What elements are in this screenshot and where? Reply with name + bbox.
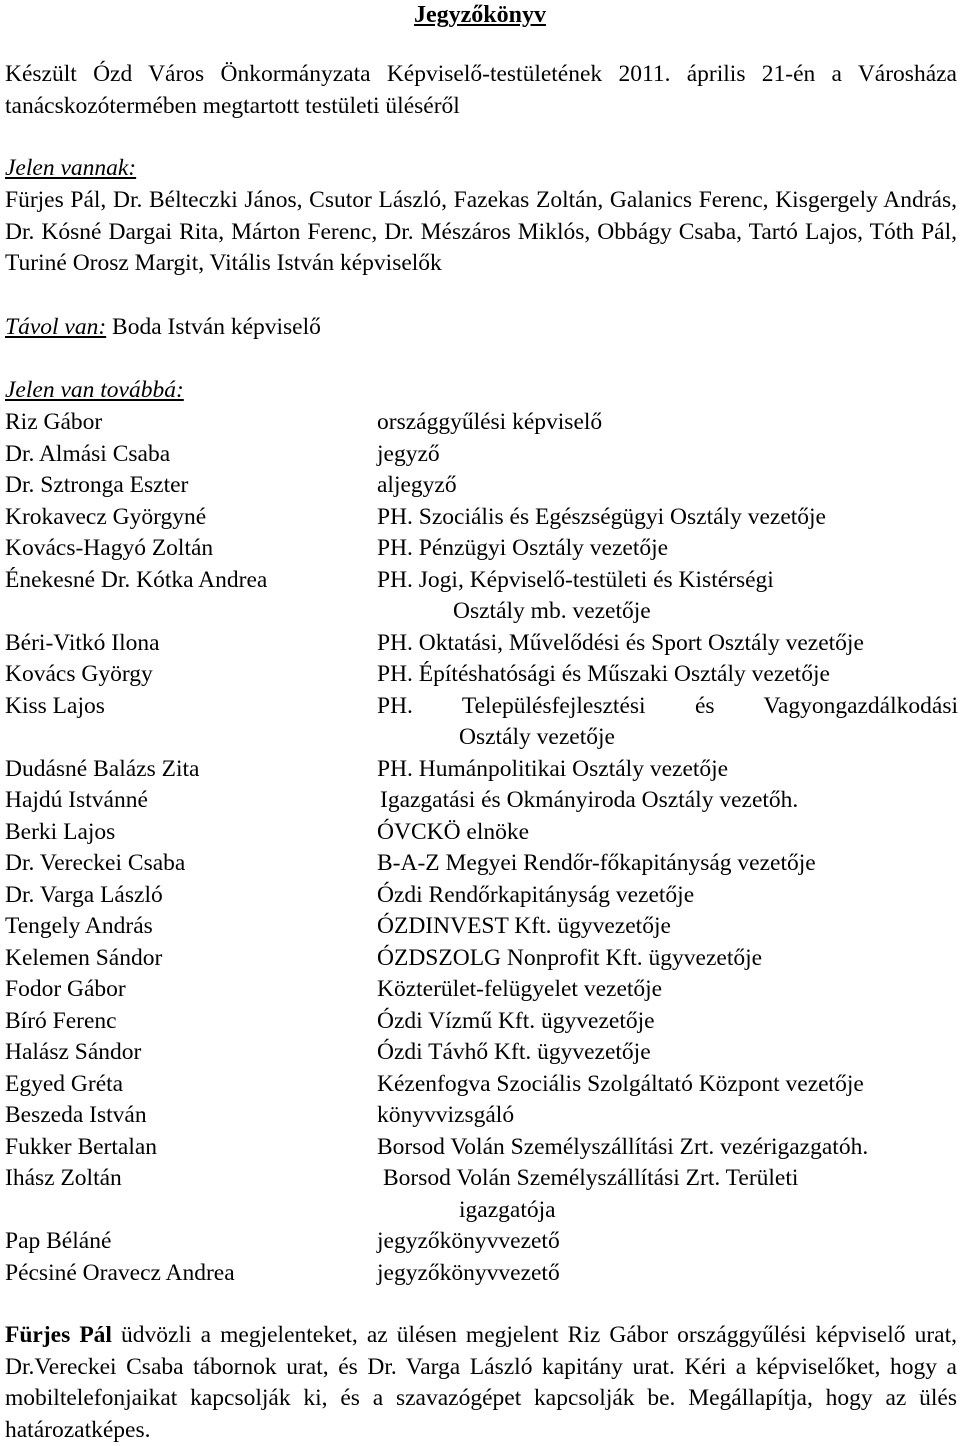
closing-paragraph (5, 1320, 957, 1446)
attendee-row (5, 848, 960, 880)
attendee-row-continuation (5, 1195, 960, 1227)
attendee-name: Énekesné Dr. Kótka Andrea (5, 566, 268, 593)
attendee-row (5, 1069, 960, 1101)
attendee-name: Hajdú Istvánné (5, 787, 148, 813)
attendee-role: aljegyző (377, 472, 457, 498)
attendee-row (5, 1132, 960, 1164)
document-title: Jegyzőkönyv (414, 2, 546, 28)
attendee-name-empty (5, 1195, 377, 1227)
attendee-name: Beszeda István (5, 1102, 147, 1128)
attendee-row (5, 911, 960, 943)
attendee-role: Igazgatási és Okmányiroda Osztály vezetőh. (380, 787, 799, 813)
attendee-role: PH. Oktatási, Művelődési és Sport Osztály vezetője (377, 629, 864, 656)
attendee-name: Kovács György (5, 661, 153, 687)
present-heading: Jelen vannak: (5, 155, 137, 181)
closing-speaker: Fürjes Pál (5, 1322, 112, 1348)
attendee-name: Bíró Ferenc (5, 1007, 117, 1034)
attendee-role-continuation: Osztály vezetője (459, 724, 615, 750)
attendee-row (5, 439, 960, 471)
attendee-name: Kovács-Hagyó Zoltán (5, 535, 214, 561)
attendee-role: PH. Humánpolitikai Osztály vezetője (377, 755, 729, 782)
attendee-name: Dr. Varga László (5, 881, 163, 908)
attendee-name: Ihász Zoltán (5, 1165, 122, 1191)
also-present-heading: Jelen van továbbá: (5, 377, 184, 403)
attendee-role: jegyző (377, 440, 440, 467)
attendee-name: Dr. Almási Csaba (5, 440, 171, 467)
attendee-name: Riz Gábor (5, 409, 103, 435)
attendee-role: PH. Településfejlesztési és Vagyongazdálkodási (377, 692, 958, 719)
attendee-role: jegyzőkönyvvezető (377, 1228, 560, 1254)
attendee-row (5, 470, 960, 502)
attendee-name: Tengely András (5, 913, 153, 939)
attendee-list (5, 407, 960, 1289)
attendee-row (5, 1037, 960, 1069)
attendee-row (5, 502, 960, 534)
attendee-row (5, 974, 960, 1006)
attendee-name: Berki Lajos (5, 818, 116, 845)
attendee-role: jegyzőkönyvvezető (377, 1259, 560, 1286)
attendee-role: B-A-Z Megyei Rendőr-főkapitányság vezetője (377, 850, 816, 876)
attendee-row (5, 880, 960, 912)
attendee-role: ÓVCKÖ elnöke (377, 818, 530, 845)
attendee-name-empty (5, 596, 377, 628)
attendee-name: Kiss Lajos (5, 692, 105, 719)
attendee-role: Borsod Volán Személyszállítási Zrt. Területi (383, 1165, 799, 1191)
attendee-name: Béri-Vitkó Ilona (5, 629, 160, 656)
attendee-role: könyvvizsgáló (377, 1102, 515, 1128)
attendee-role: Borsod Volán Személyszállítási Zrt. vezérigazgatóh. (377, 1133, 869, 1160)
attendee-row (5, 1163, 960, 1195)
attendee-row (5, 1226, 960, 1258)
attendee-name: Halász Sándor (5, 1039, 142, 1065)
attendee-role: Kézenfogva Szociális Szolgáltató Központ vezetője (377, 1070, 864, 1097)
attendee-row (5, 659, 960, 691)
attendee-row (5, 754, 960, 786)
attendee-name: Dr. Sztronga Eszter (5, 472, 189, 498)
attendee-role: ÓZDSZOLG Nonprofit Kft. ügyvezetője (377, 944, 763, 971)
attendee-row (5, 1006, 960, 1038)
absent-line (5, 312, 957, 344)
attendee-name-empty (5, 722, 377, 754)
absent-text: Boda István képviselő (112, 314, 321, 340)
attendee-name: Krokavecz Györgyné (5, 503, 207, 530)
attendee-name: Pap Béláné (5, 1228, 112, 1254)
intro-paragraph: Készült Ózd Város Önkormányzata Képviselő-testületének 2011. április 21-én a Városháza tanácskozótermében megtartott testületi üléséről (5, 61, 957, 119)
attendee-row (5, 943, 960, 975)
attendee-row (5, 1100, 960, 1132)
attendee-name: Dr. Vereckei Csaba (5, 850, 186, 876)
attendee-row (5, 691, 960, 723)
attendee-role: Ózdi Vízmű Kft. ügyvezetője (377, 1007, 655, 1034)
closing-text: üdvözli a megjelenteket, az ülésen megjelent Riz Gábor országgyűlési képviselő urat, Dr.Vereckei Csaba tábornok urat, és Dr. Varga László kapitány urat. Kéri a képviselőket, hogy a mobiltelefonjaikat kapcsolják ki, és a szavazógépet kapcsolják be. Megállapítja, hogy az ülés határozatképes. (5, 1322, 957, 1443)
attendee-row (5, 533, 960, 565)
attendee-row (5, 1258, 960, 1290)
attendee-name: Egyed Gréta (5, 1070, 124, 1097)
attendee-row (5, 565, 960, 597)
attendee-role: PH. Építéshatósági és Műszaki Osztály vezetője (377, 661, 830, 687)
attendee-name: Fodor Gábor (5, 976, 126, 1002)
attendee-role-continuation: igazgatója (459, 1196, 556, 1223)
attendee-name: Pécsiné Oravecz Andrea (5, 1259, 235, 1286)
attendee-name: Fukker Bertalan (5, 1133, 158, 1160)
attendee-name: Dudásné Balázs Zita (5, 755, 200, 782)
attendee-role: Közterület-felügyelet vezetője (377, 976, 663, 1002)
attendee-role: PH. Pénzügyi Osztály vezetője (377, 535, 669, 561)
attendee-row (5, 407, 960, 439)
attendee-role-continuation: Osztály mb. vezetője (453, 598, 651, 624)
present-list-text: Fürjes Pál, Dr. Bélteczki János, Csutor László, Fazekas Zoltán, Galanics Ferenc, Kisgergely András, Dr. Kósné Dargai Rita, Márton Ferenc, Dr. Mészáros Miklós, Obbágy Csaba, Tartó Lajos, Tóth Pál, Turiné Orosz Margit, Vitális István képviselők (5, 187, 957, 276)
attendee-role: Ózdi Rendőrkapitányság vezetője (377, 881, 695, 908)
attendee-role: PH. Szociális és Egészségügyi Osztály vezetője (377, 503, 826, 530)
attendee-row (5, 817, 960, 849)
attendee-row (5, 628, 960, 660)
attendee-role: Ózdi Távhő Kft. ügyvezetője (377, 1039, 651, 1065)
attendee-role: országgyűlési képviselő (377, 409, 603, 435)
attendee-role: ÓZDINVEST Kft. ügyvezetője (377, 913, 671, 939)
attendee-row-continuation (5, 722, 960, 754)
attendee-name: Kelemen Sándor (5, 944, 163, 971)
attendee-role: PH. Jogi, Képviselő-testületi és Kistérségi (377, 566, 774, 593)
attendee-row (5, 785, 960, 817)
absent-heading: Távol van: (5, 314, 107, 340)
attendee-row-continuation (5, 596, 960, 628)
